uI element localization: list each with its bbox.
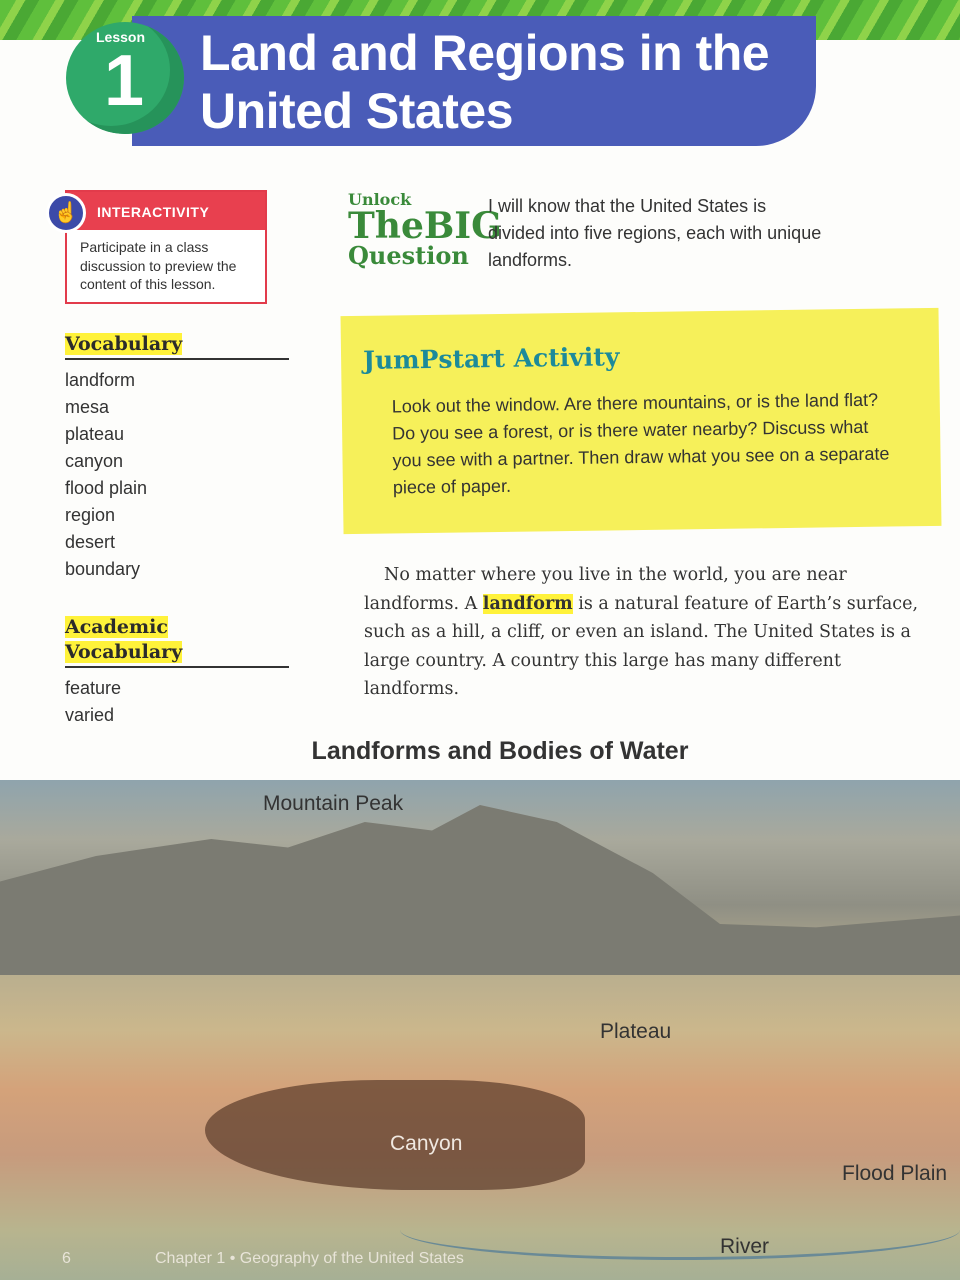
vocabulary-list [65, 367, 147, 583]
vocabulary-heading: Vocabulary [65, 333, 183, 355]
vocab-term-highlight[interactable]: landform [482, 593, 573, 614]
interactivity-heading: INTERACTIVITY [67, 192, 265, 230]
interactivity-text: Participate in a class discussion to preview the content of this lesson. [80, 239, 237, 292]
label-river: River [720, 1235, 770, 1258]
jumpstart-text: Look out the window. Are there mountains, or is the land flat? Do you see a forest, or is there water nearby? Discuss what you see with a partner. Then draw what you see on a separate piece of paper. [391, 389, 890, 498]
jumpstart-activity-box [341, 308, 942, 534]
list-item: feature [65, 678, 122, 698]
lesson-badge [66, 22, 184, 134]
jumpstart-title: JumPstart Activity [362, 342, 620, 375]
label-canyon: Canyon [390, 1132, 463, 1155]
label-mountain-peak: Mountain Peak [263, 792, 404, 815]
academic-vocabulary-heading: Academic Vocabulary [65, 616, 183, 663]
lesson-number: 1 [104, 41, 145, 121]
figure-title: Landforms and Bodies of Water [311, 737, 689, 765]
big-question-statement: I will know that the United States is divided into five regions, each with unique landforms. [488, 196, 822, 270]
academic-vocabulary-list [65, 675, 121, 729]
divider [65, 358, 289, 360]
list-item: boundary [65, 559, 141, 579]
landforms-photo [0, 780, 960, 1280]
list-item: plateau [65, 424, 125, 444]
footer-chapter: Chapter 1 • Geography of the United States [155, 1250, 464, 1267]
list-item: flood plain [65, 478, 148, 498]
body-paragraph: No matter where you live in the world, you are near landforms. A landform is a natural feature of Earth’s surface, such as a hill, a cliff, or even an island. The United States is a large country. A country this large has many different landforms. [364, 565, 919, 700]
label-flood-plain: Flood Plain [842, 1162, 948, 1185]
pointer-hand-icon: ☝ [46, 193, 86, 233]
divider [65, 666, 289, 668]
list-item: desert [65, 532, 116, 552]
list-item: varied [65, 705, 115, 725]
mountain-shape [0, 805, 960, 975]
river-shape [400, 1200, 960, 1260]
list-item: canyon [65, 451, 124, 471]
lesson-label: Lesson [96, 29, 146, 45]
list-item: mesa [65, 397, 110, 417]
big-question-logo: Unlock TheBIG Question [348, 190, 502, 270]
label-plateau: Plateau [600, 1020, 672, 1043]
interactivity-box[interactable] [65, 190, 267, 304]
page-number: 6 [62, 1250, 71, 1267]
list-item: region [65, 505, 116, 525]
page-title: Land and Regions in the United States [200, 25, 770, 139]
list-item: landform [65, 370, 136, 390]
